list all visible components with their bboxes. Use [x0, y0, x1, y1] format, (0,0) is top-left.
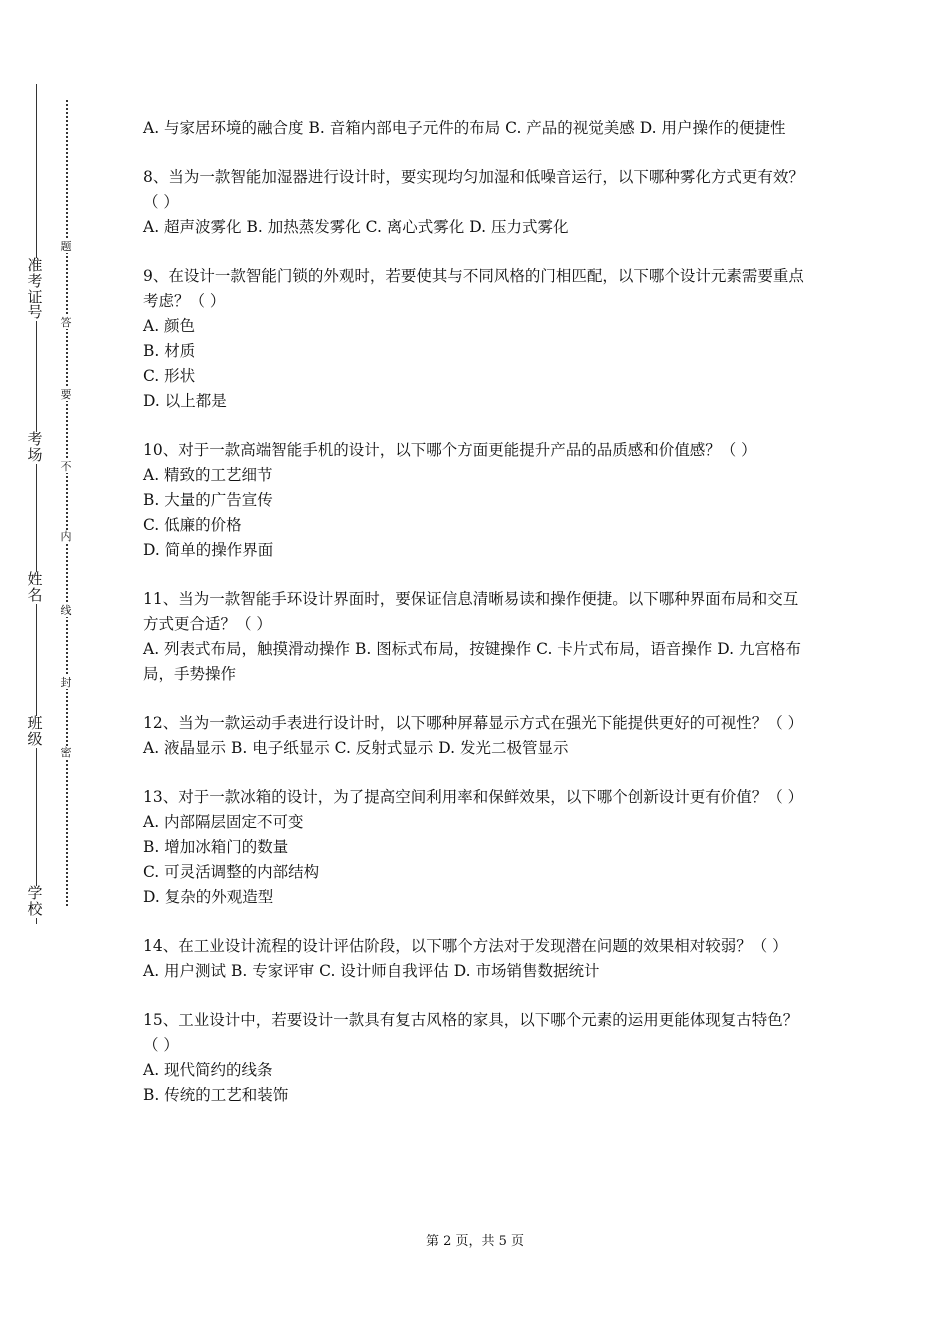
option-b: B. 大量的广告宣传	[143, 491, 273, 509]
question-options: A. 超声波雾化 B. 加热蒸发雾化 C. 离心式雾化 D. 压力式雾化	[143, 218, 569, 236]
question-options: A. 列表式布局，触摸滑动操作 B. 图标式布局，按键操作 C. 卡片式布局，语音操作 D. 九宫格布局，手势操作	[143, 640, 801, 683]
exam-room-text: 考 场	[27, 430, 43, 464]
question-13	[143, 785, 811, 910]
question-stem: 11、当为一款智能手环设计界面时，要保证信息清晰易读和操作便捷。以下哪种界面布局和交互方式更合适？（ ）	[143, 590, 799, 633]
page-footer: 第 2 页，共 5 页	[425, 1234, 525, 1249]
class-label	[20, 716, 50, 748]
question-stem: 9、在设计一款智能门锁的外观时，若要使其与不同风格的门相匹配，以下哪个设计元素需要重点考虑？（ ）	[143, 267, 804, 310]
binding-margin	[0, 0, 120, 1344]
option-d: D. 以上都是	[143, 392, 227, 410]
question-12	[143, 711, 811, 761]
question-stem: 10、对于一款高端智能手机的设计，以下哪个方面更能提升产品的品质感和价值感？（ ）	[143, 441, 757, 459]
seal-char: 线	[58, 604, 74, 617]
question-10	[143, 438, 811, 563]
option-a: A. 颜色	[143, 317, 196, 335]
option-d: D. 复杂的外观造型	[143, 888, 274, 906]
seal-char: 封	[58, 676, 74, 689]
option-b: B. 传统的工艺和装饰	[143, 1086, 289, 1104]
question-stem: 14、在工业设计流程的设计评估阶段，以下哪个方法对于发现潜在问题的效果相对较弱？（ ）	[143, 937, 788, 955]
binding-line	[36, 84, 37, 924]
exam-number-text: 准 考 证 号	[27, 256, 43, 322]
class-text: 班 级	[27, 714, 43, 748]
option-c: C. 可灵活调整的内部结构	[143, 863, 320, 881]
question-stem: 15、工业设计中，若要设计一款具有复古风格的家具，以下哪个元素的运用更能体现复古特色？（ ）	[143, 1011, 799, 1054]
option-a: A. 内部隔层固定不可变	[143, 813, 304, 831]
option-d: D. 简单的操作界面	[143, 541, 274, 559]
seal-char: 要	[58, 388, 74, 401]
question-stem: 8、当为一款智能加湿器进行设计时，要实现均匀加湿和低噪音运行，以下哪种雾化方式更有效？（ ）	[143, 168, 804, 211]
seal-char: 密	[58, 746, 74, 759]
exam-room-label	[20, 432, 50, 464]
school-label	[20, 886, 50, 918]
option-c: C. 形状	[143, 367, 196, 385]
option-a: A. 精致的工艺细节	[143, 466, 273, 484]
question-stem: 13、对于一款冰箱的设计，为了提高空间利用率和保鲜效果，以下哪个创新设计更有价值？（ ）	[143, 788, 804, 806]
question-stem: 12、当为一款运动手表进行设计时，以下哪种屏幕显示方式在强光下能提供更好的可视性？（ ）	[143, 714, 804, 732]
question-8	[143, 165, 811, 240]
question-options: A. 液晶显示 B. 电子纸显示 C. 反射式显示 D. 发光二极管显示	[143, 739, 569, 757]
exam-number-label	[20, 258, 50, 321]
seal-char: 题	[58, 240, 74, 253]
seal-char: 答	[58, 316, 74, 329]
question-11	[143, 587, 811, 687]
option-b: B. 增加冰箱门的数量	[143, 838, 289, 856]
question-options: A. 用户测试 B. 专家评审 C. 设计师自我评估 D. 市场销售数据统计	[143, 962, 600, 980]
name-label	[20, 572, 50, 604]
question-14	[143, 934, 811, 984]
question-list	[143, 116, 811, 1132]
question-7-continued	[143, 116, 811, 141]
option-c: C. 低廉的价格	[143, 516, 242, 534]
option-b: B. 材质	[143, 342, 196, 360]
name-text: 姓 名	[27, 570, 43, 604]
seal-char: 不	[58, 460, 74, 473]
question-options: A. 与家居环境的融合度 B. 音箱内部电子元件的布局 C. 产品的视觉美感 D. 用户操作的便捷性	[143, 119, 786, 137]
school-text: 学 校	[27, 884, 43, 918]
question-9	[143, 264, 811, 414]
seal-char: 内	[58, 530, 74, 543]
question-15	[143, 1008, 811, 1108]
seal-dotted-line	[66, 100, 68, 906]
option-a: A. 现代简约的线条	[143, 1061, 273, 1079]
